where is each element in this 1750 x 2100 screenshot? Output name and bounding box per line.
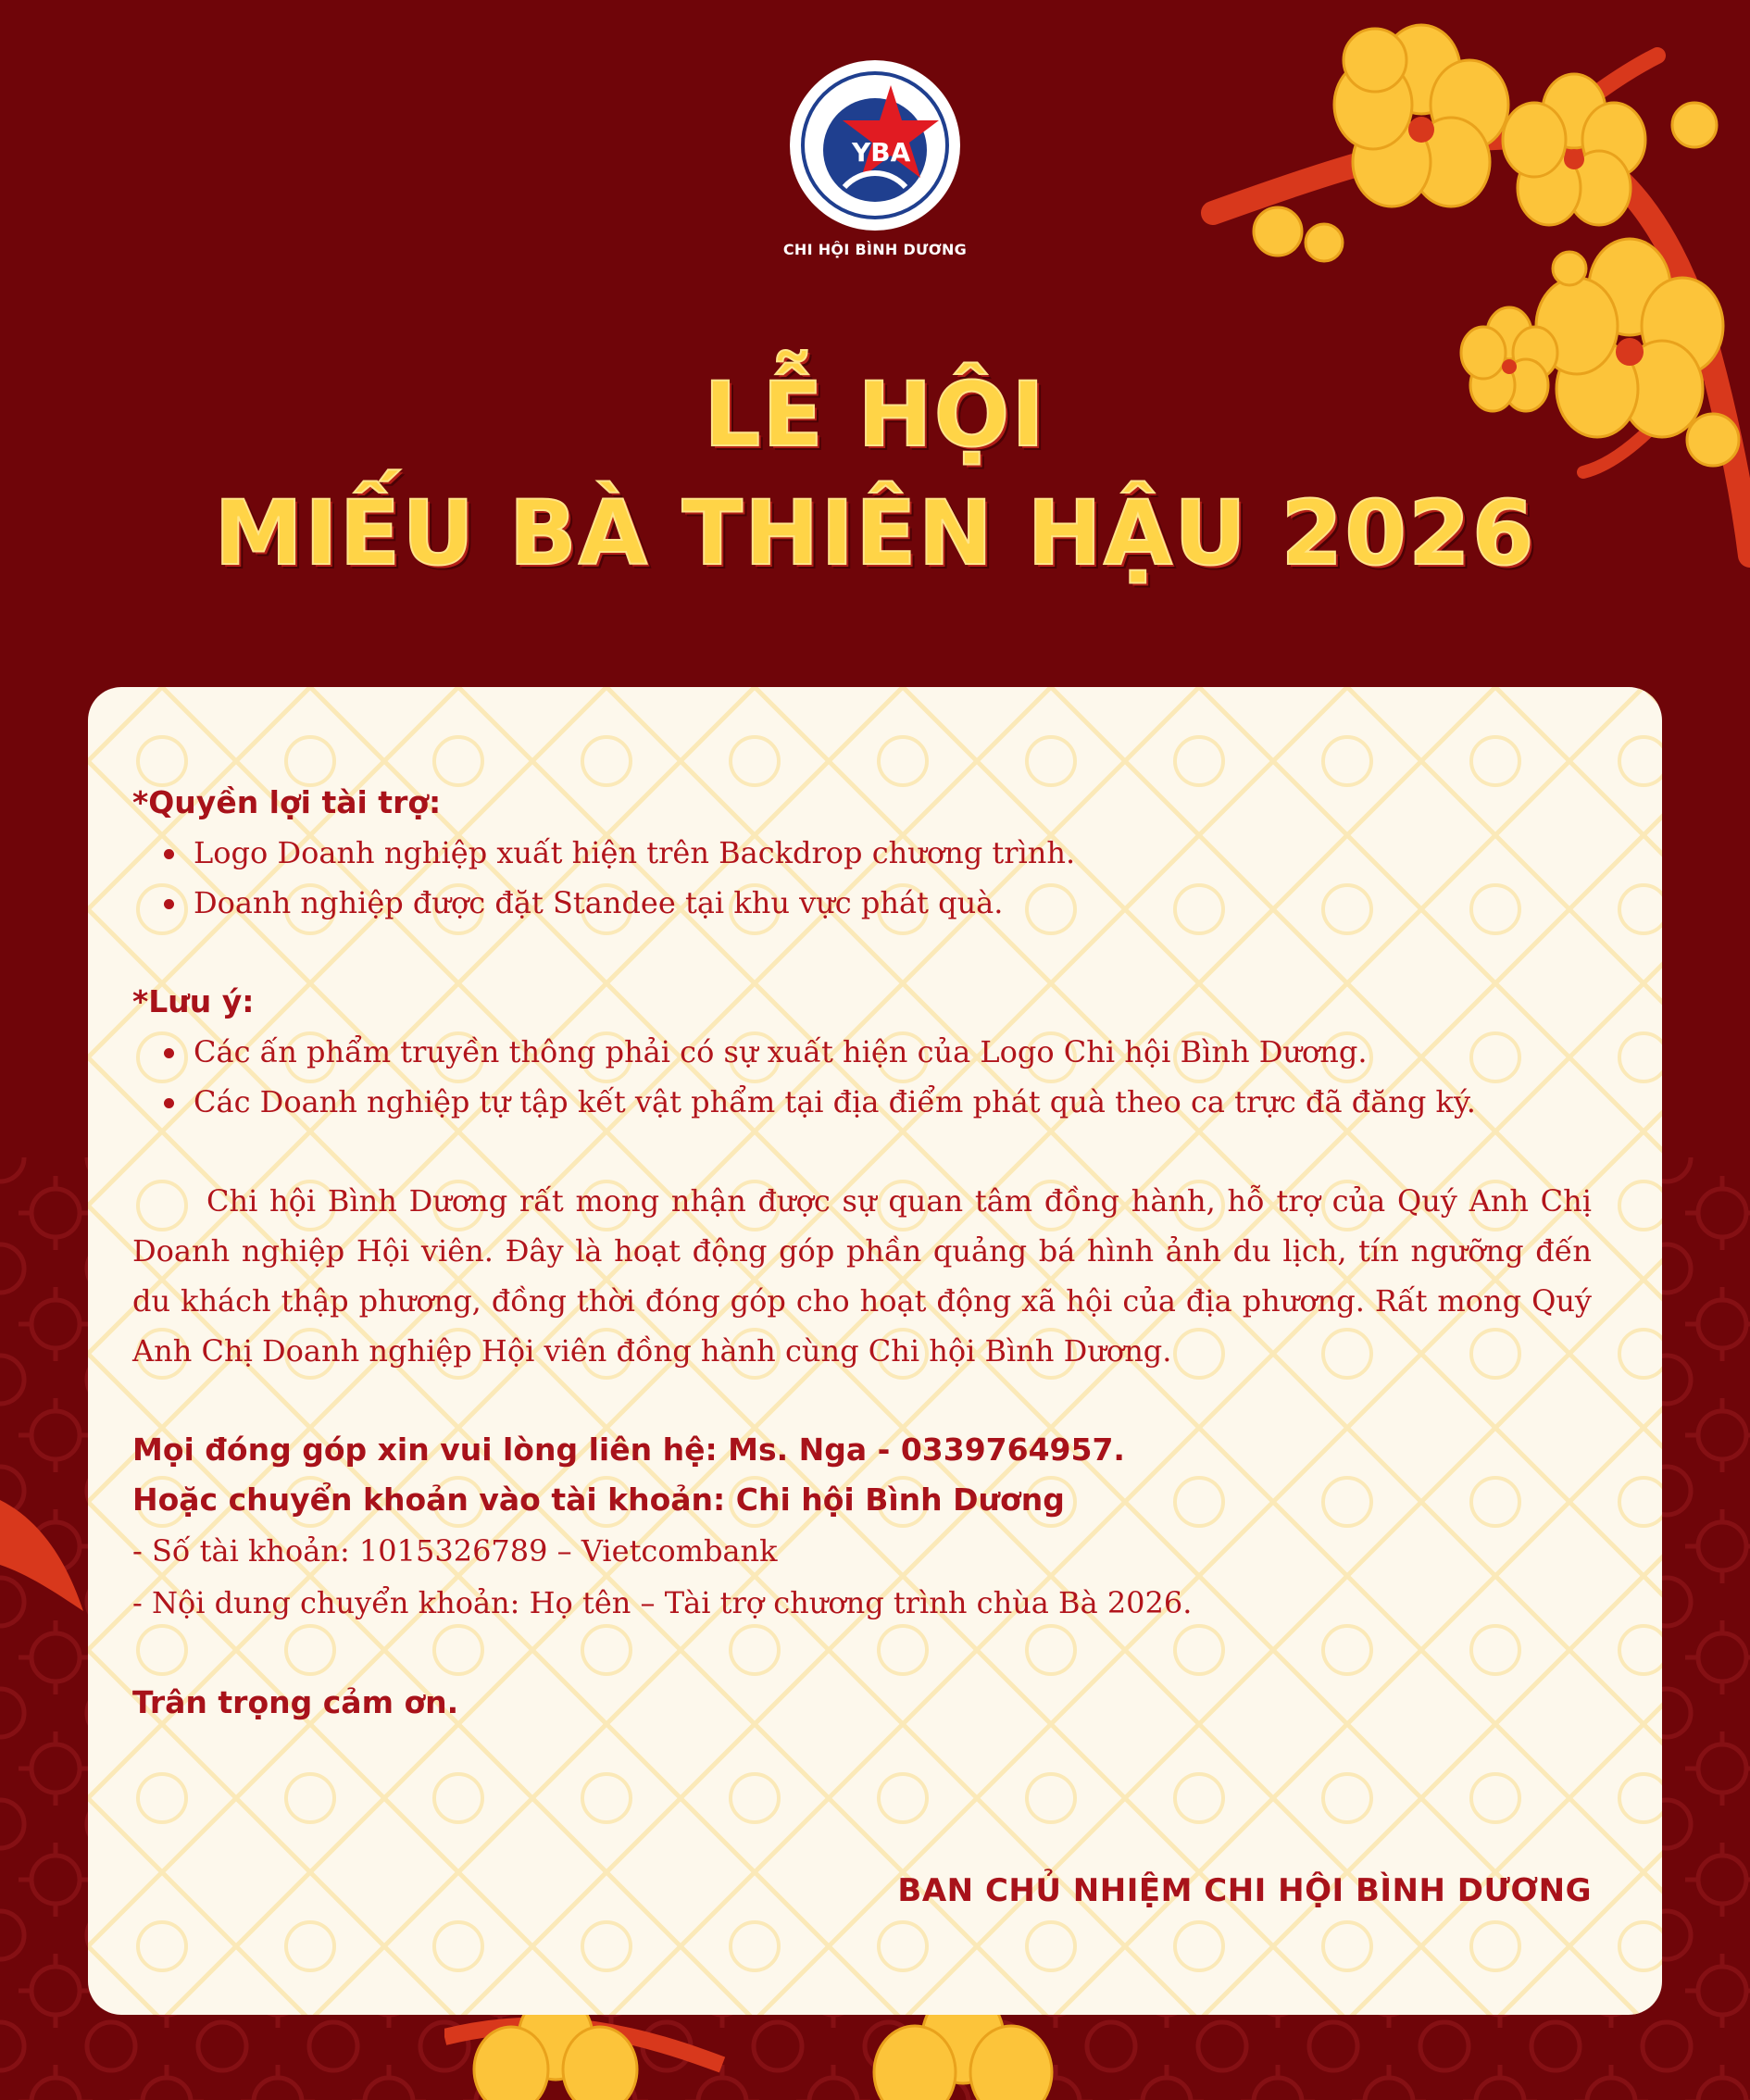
yba-logo-emblem [787, 57, 963, 233]
transfer-line: Hoặc chuyển khoản vào tài khoản: Chi hội Bình Dương [132, 1481, 1065, 1518]
benefits-heading: *Quyền lợi tài trợ: [132, 784, 442, 820]
list-item: Doanh nghiệp được đặt Standee tại khu vực phát quà. [194, 878, 1592, 928]
branch-decoration-left [0, 1463, 102, 1648]
contact-line: Mọi đóng góp xin vui lòng liên hệ: Ms. Nga - 0339764957. [132, 1431, 1125, 1468]
logo-sub-label: CHI HỘI BÌNH DƯƠNG [782, 241, 968, 258]
list-item: Các Doanh nghiệp tự tập kết vật phẩm tại địa điểm phát quà theo ca trực đã đăng ký. [194, 1077, 1592, 1127]
list-item: Các ấn phẩm truyền thông phải có sự xuất hiện của Logo Chi hội Bình Dương. [194, 1027, 1592, 1077]
organization-logo [773, 57, 977, 258]
list-item: Logo Doanh nghiệp xuất hiện trên Backdrop chương trình. [194, 828, 1592, 878]
page-title-line-2: MIẾU BÀ THIÊN HẬU 2026 [214, 481, 1536, 585]
transfer-memo: - Nội dung chuyển khoản: Họ tên – Tài trợ chương trình chùa Bà 2026. [132, 1585, 1193, 1620]
content-card [88, 687, 1662, 2015]
account-number: - Số tài khoản: 1015326789 – Vietcombank [132, 1533, 778, 1569]
card-content [132, 778, 1592, 1728]
page-title-line-1: LỄ HỘI [704, 363, 1046, 467]
notes-heading: *Lưu ý: [132, 983, 255, 1019]
appeal-paragraph: Chi hội Bình Dương rất mong nhận được sự quan tâm đồng hành, hỗ trợ của Quý Anh Chị Doanh nghiệp Hội viên. Đây là hoạt động góp phần quảng bá hình ảnh du lịch, tín ngưỡng đến du khách thập phương, đồng thời đóng góp cho hoạt động xã hội của địa phương. Rất mong Quý Anh Chị Doanh nghiệp Hội viên đồng hành cùng Chi hội Bình Dương. [132, 1183, 1592, 1369]
signature: BAN CHỦ NHIỆM CHI HỘI BÌNH DƯƠNG [897, 1872, 1592, 1909]
benefits-list [132, 828, 1592, 928]
logo-badge-text: YBA [852, 137, 911, 168]
thanks-line: Trân trọng cảm ơn. [132, 1684, 459, 1720]
notes-list [132, 1027, 1592, 1127]
